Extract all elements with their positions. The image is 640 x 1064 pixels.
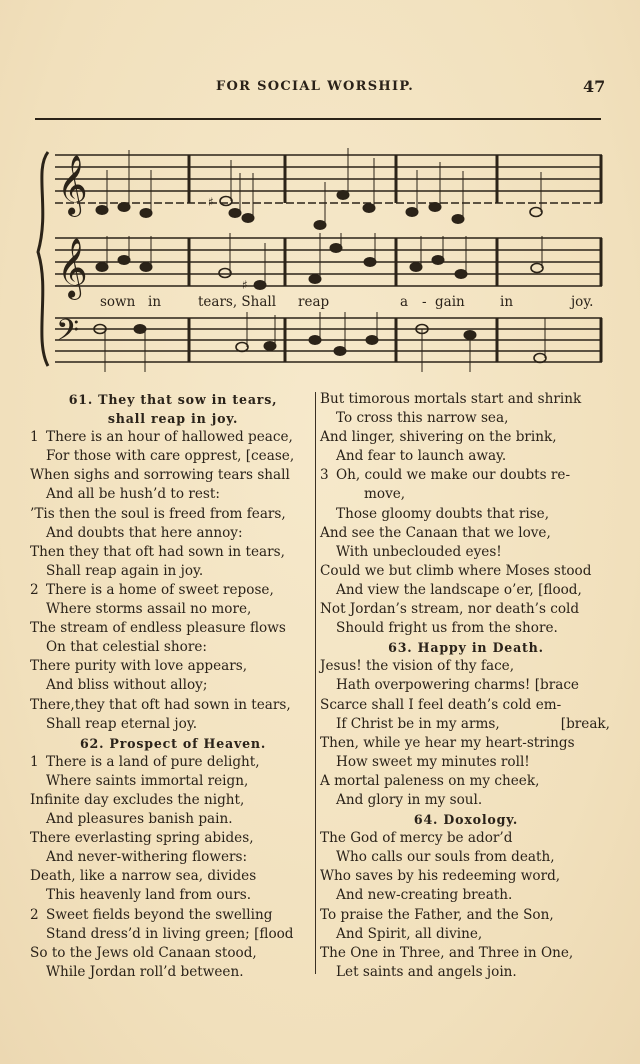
verse-line: Then, while ye hear my heart-strings [320, 734, 575, 751]
verse-line: The One in Three, and Three in One, [320, 944, 574, 961]
svg-text:gain: gain [435, 294, 465, 310]
verse-line: And pleasures banish pain. [46, 811, 233, 828]
svg-text:a: a [400, 294, 409, 310]
verse-line: But timorous mortals start and shrink [320, 391, 582, 407]
verse-line: With unbeclouded eyes! [336, 543, 502, 560]
verse-line: And fear to launch away. [336, 448, 507, 465]
verse-line: Stand dress’d in living green; [flood [46, 925, 294, 942]
verse-line: And doubts that here annoy: [46, 524, 243, 541]
verse-line: And bliss without alloy; [46, 677, 208, 694]
verse-line: Not Jordan’s stream, nor death’s cold [320, 601, 580, 618]
verse-line: How sweet my minutes roll! [336, 753, 530, 770]
verse-line: There everlasting spring abides, [30, 830, 254, 847]
verse-line: Hath overpowering charms! [brace [336, 677, 579, 694]
svg-text:reap: reap [298, 294, 330, 310]
verse-line: Then they that oft had sown in tears, [30, 543, 285, 560]
verse-line: Scarce shall I feel death’s cold em- [320, 696, 562, 713]
svg-text:in: in [148, 294, 162, 310]
header-rule [35, 118, 601, 120]
verse-line: This heavenly land from ours. [46, 887, 252, 904]
verse-line: A mortal paleness on my cheek, [320, 772, 540, 789]
hymn-title: 62. Prospect of Heaven. [79, 735, 267, 751]
verse-line: There,they that oft had sown in tears, [30, 696, 291, 713]
svg-text:joy.: joy. [571, 294, 594, 310]
verse-line: ’Tis then the soul is freed from fears, [30, 505, 286, 522]
verse-line: The God of mercy be ador’d [320, 830, 513, 847]
verse-line: If Christ be in my arms, [break, [336, 715, 610, 732]
verse-line: While Jordan roll’d between. [46, 963, 244, 980]
verse-line: 1 There is an hour of hallowed peace, [30, 429, 293, 446]
svg-text:𝄢: 𝄢 [56, 314, 80, 355]
verse-line: And all be hush’d to rest: [46, 486, 220, 503]
verse-line: Death, like a narrow sea, divides [30, 868, 257, 885]
verse-line: Jesus! the vision of thy face, [320, 658, 515, 675]
verse-line: And view the landscape o’er, [flood, [336, 581, 582, 598]
hymn-title: 63. Happy in Death. [388, 640, 544, 656]
verse-line: To cross this narrow sea, [336, 410, 509, 427]
verse-line: Should fright us from the shore. [336, 620, 558, 637]
svg-text:sown: sown [100, 294, 136, 310]
verse-line: 1 There is a land of pure delight, [30, 753, 260, 770]
verse-line: There purity with love appears, [30, 658, 248, 675]
verse-line: For those with care opprest, [cease, [46, 448, 295, 465]
verse-line: And Spirit, all divine, [336, 925, 483, 942]
verse-line: Who saves by his redeeming word, [320, 868, 561, 885]
verse-line: And linger, shivering on the brink, [320, 429, 557, 446]
left-column [30, 390, 316, 982]
svg-text:♯: ♯ [242, 278, 248, 292]
svg-text:𝄞: 𝄞 [57, 155, 88, 215]
verse-line: Infinite day excludes the night, [30, 791, 245, 808]
verse-line: Who calls our souls from death, [336, 849, 555, 866]
verse-line: 3 Oh, could we make our doubts re- [320, 467, 571, 484]
verse-line: On that celestial shore: [46, 639, 207, 656]
verse-line: And see the Canaan that we love, [320, 524, 551, 541]
verse-line: Shall reap again in joy. [46, 562, 204, 579]
verse-line: And new-creating breath. [336, 887, 513, 904]
verse-line: The stream of endless pleasure flows [30, 620, 286, 637]
verse-line: 2 There is a home of sweet repose, [30, 581, 274, 598]
verse-line: So to the Jews old Canaan stood, [30, 944, 257, 961]
music-score [30, 140, 610, 372]
hymn-title: 61. They that sow in tears, [68, 392, 278, 407]
music-notation-icon [30, 140, 610, 372]
svg-text:-: - [422, 294, 427, 310]
verse-line: Could we but climb where Moses stood [320, 562, 592, 579]
hymn-title: 64. Doxology. [413, 812, 519, 828]
verse-line: And never-withering flowers: [46, 849, 248, 866]
running-head [0, 79, 640, 99]
verse-line: To praise the Father, and the Son, [320, 906, 554, 923]
hymn-title-cont: shall reap in joy. [107, 411, 239, 427]
svg-text:tears, Shall: tears, Shall [198, 294, 277, 310]
verse-line: Where saints immortal reign, [46, 772, 249, 789]
verse-line: move, [364, 486, 406, 503]
svg-text:in: in [500, 294, 514, 310]
verse-line: Shall reap eternal joy. [46, 715, 198, 732]
right-column [320, 390, 612, 982]
running-title: FOR SOCIAL WORSHIP. [216, 79, 415, 94]
verse-line: And glory in my soul. [336, 791, 483, 808]
verse-line: Where storms assail no more, [46, 601, 252, 618]
verse-line: Let saints and angels join. [336, 963, 517, 980]
page-number: 47 [583, 77, 606, 96]
svg-text:♯: ♯ [208, 195, 214, 209]
verse-line: Those gloomy doubts that rise, [336, 505, 550, 522]
verse-line: When sighs and sorrowing tears shall [30, 467, 290, 484]
verse-line: 2 Sweet fields beyond the swelling [30, 906, 273, 923]
svg-text:𝄞: 𝄞 [57, 238, 88, 298]
